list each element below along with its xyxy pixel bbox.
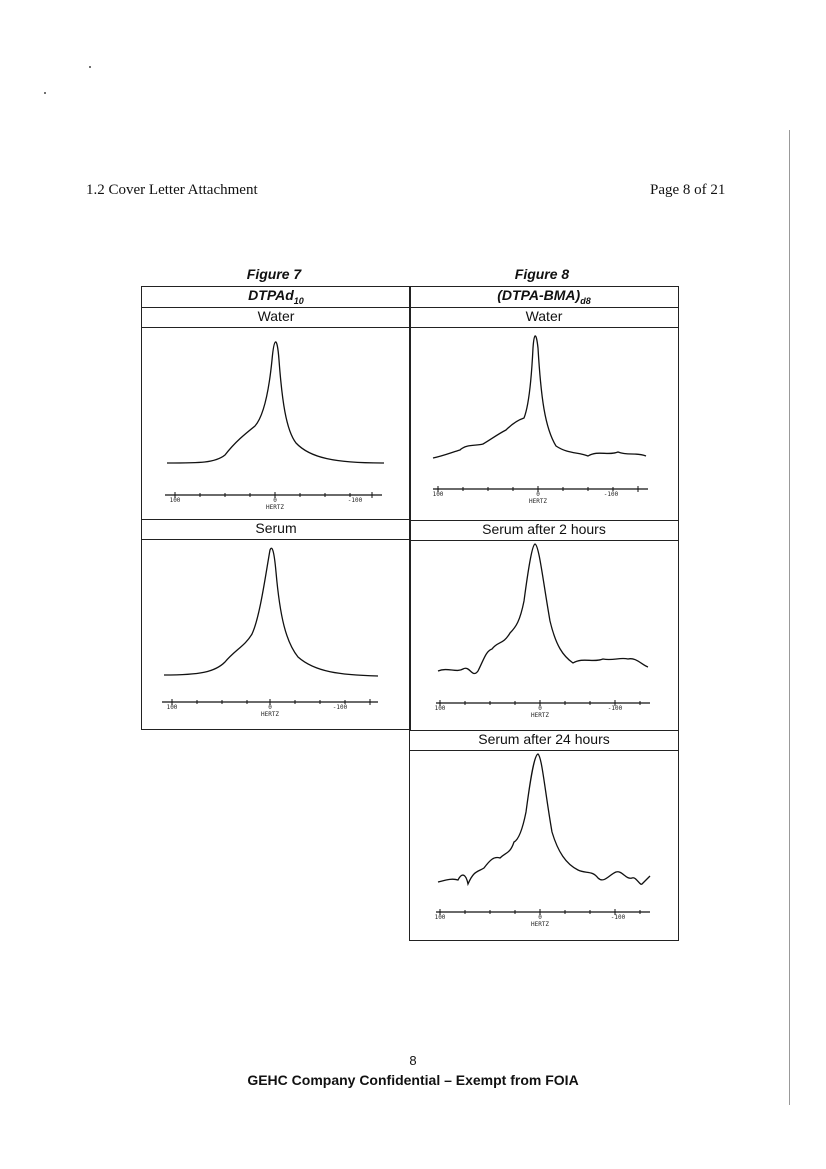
tick-label: 0: [538, 914, 542, 921]
tick-label: 0: [273, 497, 277, 504]
figure7-serum-spectrum: [160, 542, 390, 727]
speck: [44, 92, 46, 94]
axis-label: HERTZ: [528, 498, 548, 505]
tick-label: -100: [347, 497, 363, 504]
figure8-serum24h-spectrum: [428, 752, 658, 937]
axis-label: HERTZ: [265, 504, 285, 511]
tick-label: 100: [169, 497, 181, 504]
axis-label: HERTZ: [260, 711, 280, 718]
tick-label: 100: [432, 491, 444, 498]
figure8-panel1-label: Water: [409, 307, 679, 328]
axis-label: HERTZ: [530, 921, 550, 928]
header-right: Page 8 of 21: [650, 182, 726, 198]
page-number: 8: [409, 1053, 417, 1068]
confidential-notice: GEHC Company Confidential – Exempt from FOIA: [247, 1072, 579, 1088]
figure8-compound-sub: d8: [580, 295, 591, 306]
speck: [89, 66, 91, 68]
figure7-serum-axis: [162, 699, 378, 718]
figure8-serum2h-spectrum: [428, 541, 658, 726]
figure8-serum24h-axis: [435, 909, 650, 928]
figure7-panel2-label: Serum: [141, 519, 411, 540]
figure8-title: Figure 8: [514, 266, 570, 282]
figure7-compound: [141, 287, 411, 307]
tick-label: -100: [610, 914, 626, 921]
figure7-compound-text: DTPAd: [248, 287, 294, 303]
figure7-title: Figure 7: [246, 266, 302, 282]
tick-label: 100: [434, 914, 446, 921]
figure7-compound-sub: 10: [293, 295, 304, 306]
figure8-water-spectrum: [428, 328, 658, 513]
tick-label: -100: [607, 705, 623, 712]
figure8-compound-text: (DTPA-BMA): [497, 287, 581, 303]
tick-label: 0: [268, 704, 272, 711]
figure7-water-spectrum: [160, 330, 390, 515]
margin-rule: [789, 130, 790, 1105]
tick-label: 0: [538, 705, 542, 712]
tick-label: 100: [434, 705, 446, 712]
figure8-panel3-label: Serum after 24 hours: [409, 730, 679, 751]
tick-label: 100: [166, 704, 178, 711]
figure8-compound: [409, 287, 679, 307]
figure8-water-axis: [433, 486, 648, 505]
figure7-panel1-label: Water: [141, 307, 411, 328]
figure7-water-axis: [165, 492, 382, 511]
axis-label: HERTZ: [530, 712, 550, 719]
figure8-panel2-label: Serum after 2 hours: [409, 520, 679, 541]
tick-label: -100: [332, 704, 348, 711]
tick-label: -100: [603, 491, 619, 498]
tick-label: 0: [536, 491, 540, 498]
header-left: 1.2 Cover Letter Attachment: [86, 182, 258, 198]
figure8-serum2h-axis: [435, 700, 650, 719]
